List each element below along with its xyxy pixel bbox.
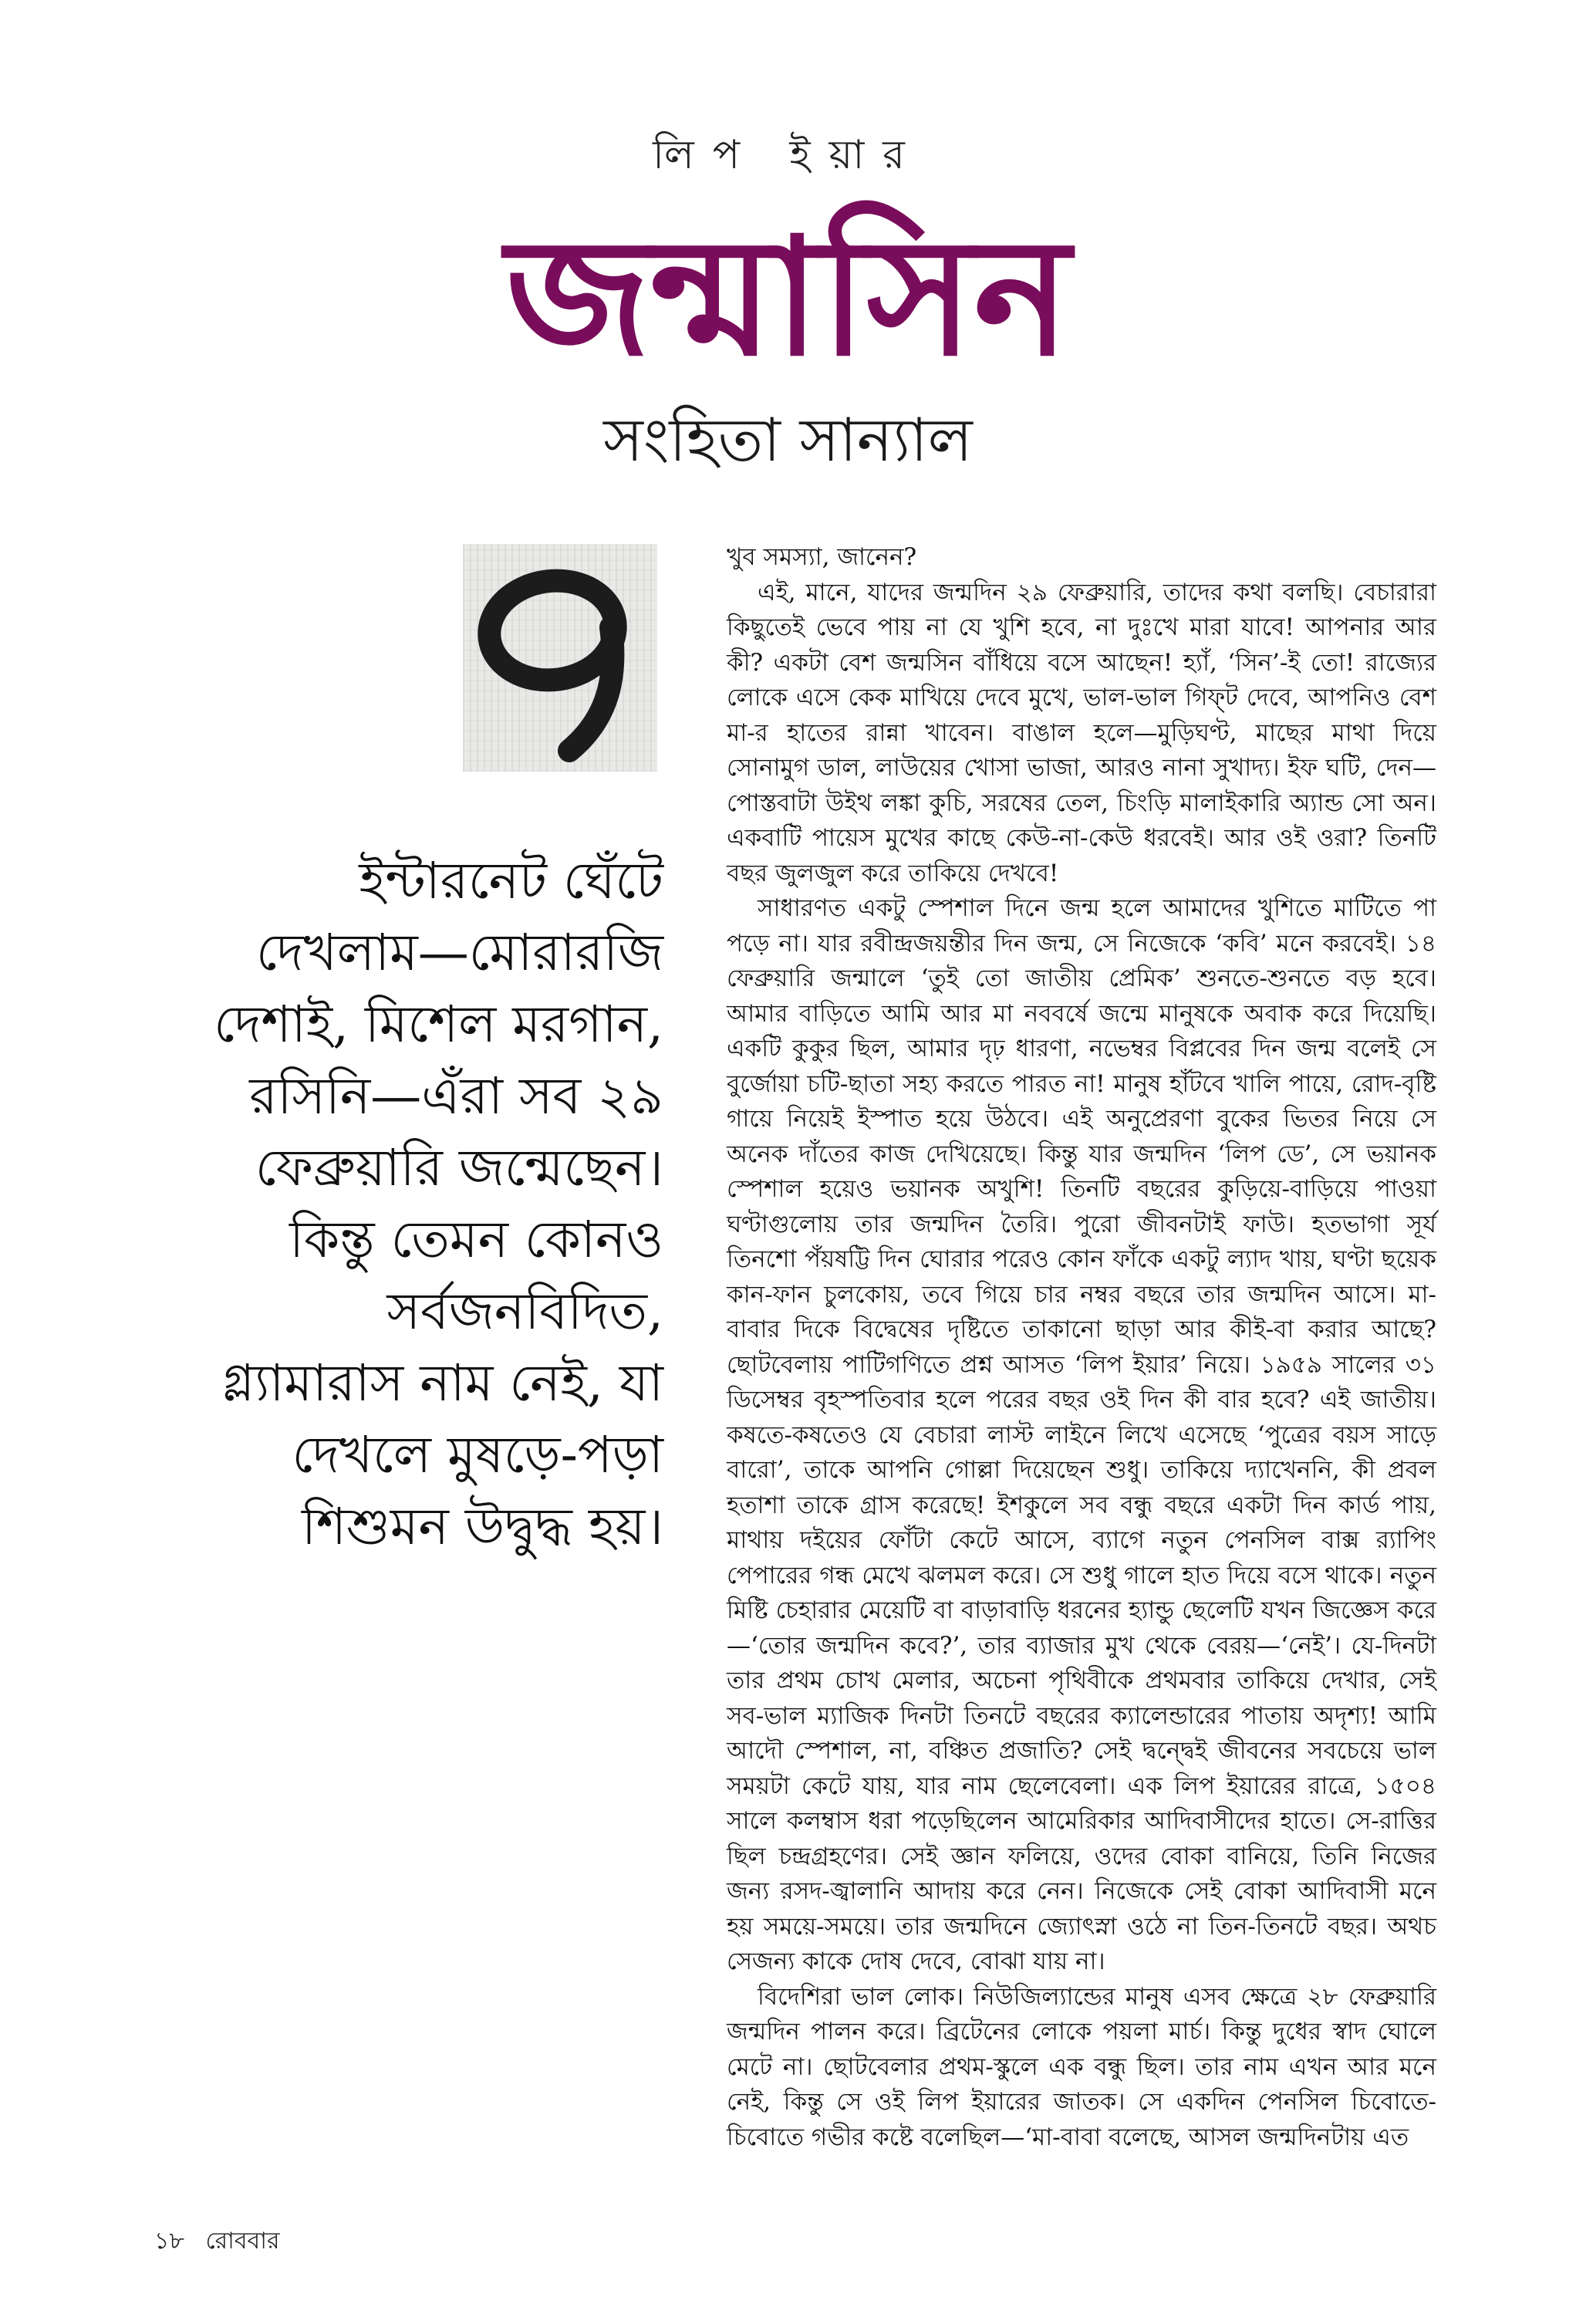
article-paragraph: খুব সমস্যা, জানেন? xyxy=(727,543,917,571)
section-kicker: লিপ ইয়ার xyxy=(653,132,923,178)
article-paragraph: এই, মানে, যাদের জন্মদিন ২৯ ফেব্রুয়ারি, তাদের কথা বলছি। বেচারারা কিছুতেই ভেবে পায় না যে খুশি হবে, না দুঃখে মারা যাবে! আপনার আর কী? একটা বেশ জন্মসিন বাঁধিয়ে বসে আছেন! হ্যাঁ, ‘সিন’-ই তো! রাজ্যের লোকে এসে কেক মাখিয়ে দেবে মুখে, ভাল-ভাল গিফ্‌ট দেবে, আপনিও বেশ মা-র হাতের রান্না খাবেন। বাঙাল হলে—মুড়িঘণ্ট, মাছের মাথা দিয়ে সোনামুগ ডাল, লাউয়ের খোসা ভাজা, আরও নানা সুখাদ্য। ইফ ঘটি, দেন—পোস্তবাটা উইথ লঙ্কা কুচি, সরষের তেল, চিংড়ি মালাইকারি অ্যান্ড সো অন। একবাটি পায়েস মুখের কাছে কেউ-না-কেউ ধরবেই। আর ওই ওরা? তিনটি বছর জুলজুল করে তাকিয়ে দেখবে! xyxy=(727,578,1436,887)
nine-glyph-icon xyxy=(463,544,657,772)
pull-quote-line: গ্ল্যামারাস নাম নেই, যা xyxy=(221,1353,663,1413)
pull-quote-line: কিন্তু তেমন কোনও xyxy=(289,1210,663,1269)
author-byline: সংহিতা সান্যাল xyxy=(603,406,973,475)
pull-quote-line: ফেব্রুয়ারি জন্মেছেন। xyxy=(255,1138,663,1197)
publication-name: রোববার xyxy=(205,2228,280,2255)
article-paragraph: বিদেশিরা ভাল লোক। নিউজিল্যান্ডের মানুষ এসব ক্ষেত্রে ২৮ ফেব্রুয়ারি জন্মদিন পালন করে। ব্রিটেনের লোকে পয়লা মার্চ। কিন্তু দুধের স্বাদ ঘোলে মেটে না। ছোটবেলার প্রথম-স্কুলে এক বন্ধু ছিল। তার নাম এখন আর মনে নেই, কিন্তু সে ওই লিপ ইয়ারের জাতক। সে একদিন পেনসিল চিবোতে-চিবোতে গভীর কষ্টে বলেছিল—‘মা-বাবা বলেছে, আসল জন্মদিনটায় এত xyxy=(727,1982,1436,2151)
drop-cap-nine-image xyxy=(463,544,657,772)
pull-quote-line: দেখলাম—মোরারজি xyxy=(256,923,663,982)
pull-quote-line: রসিনি—এঁরা সব ২৯ xyxy=(249,1066,663,1126)
pull-quote-line: সর্বজনবিদিত, xyxy=(386,1282,663,1341)
article-title: জন্মাসিন xyxy=(505,201,1071,392)
pull-quote-line: ইন্টারনেট ঘেঁটে xyxy=(359,851,663,910)
pull-quote-line: দেখলে মুষড়ে-পড়া xyxy=(292,1425,663,1485)
page-footer xyxy=(154,2222,279,2262)
pull-quote-line: শিশুমন উদ্বুদ্ধ হয়। xyxy=(302,1497,663,1556)
pull-quote xyxy=(139,845,663,1562)
article-paragraph: সাধারণত একটু স্পেশাল দিনে জন্ম হলে আমাদের খুশিতে মাটিতে পা পড়ে না। যার রবীন্দ্রজয়ন্তীর দিন জন্ম, সে নিজেকে ‘কবি’ মনে করবেই। ১৪ ফেব্রুয়ারি জন্মালে ‘তুই তো জাতীয় প্রেমিক’ শুনতে-শুনতে বড় হবে। আমার বাড়িতে আমি আর মা নববর্ষে জন্মে মানুষকে অবাক করে দিয়েছি। একটি কুকুর ছিল, আমার দৃঢ় ধারণা, নভেম্বর বিপ্লবের দিন জন্ম বলেই সে বুর্জোয়া চটি-ছাতা সহ্য করতে পারত না! মানুষ হাঁটবে খালি পায়ে, রোদ-বৃষ্টি গায়ে নিয়েই ইস্পাত হয়ে উঠবে। এই অনুপ্রেরণা বুকের ভিতর নিয়ে সে অনেক দাঁতের কাজ দেখিয়েছে। কিন্তু যার জন্মদিন ‘লিপ ডে’, সে ভয়ানক স্পেশাল হয়েও ভয়ানক অখুশি! তিনটি বছরের কুড়িয়ে-বাড়িয়ে পাওয়া ঘণ্টাগুলোয় তার জন্মদিন তৈরি। পুরো জীবনটাই ফাউ। হতভাগা সূর্য তিনশো পঁয়ষট্টি দিন ঘোরার পরেও কোন ফাঁকে একটু ল্যাদ খায়, ঘণ্টা ছয়েক কান-ফান চুলকোয়, তবে গিয়ে চার নম্বর বছরে তার জন্মদিন আসে। মা-বাবার দিকে বিদ্বেষের দৃষ্টিতে তাকানো ছাড়া আর কীই-বা করার আছে? ছোটবেলায় পাটিগণিতে প্রশ্ন আসত ‘লিপ ইয়ার’ নিয়ে। ১৯৫৯ সালের ৩১ ডিসেম্বর বৃহস্পতিবার হলে পরের বছর ওই দিন কী বার হবে? এই জাতীয়। কষতে-কষতেও যে বেচারা লাস্ট লাইনে লিখে এসেছে ‘পুত্রের বয়স সাড়ে বারো’, তাকে আপনি গোল্লা দিয়েছেন শুধু। তাকিয়ে দ্যাখেননি, কী প্রবল হতাশা তাকে গ্রাস করেছে! ইশকুলে সব বন্ধু বছরে একটা দিন কার্ড পায়, মাথায় দইয়ের ফোঁটা কেটে আসে, ব্যাগে নতুন পেনসিল বাক্স র‌্যাপিং পেপারের গন্ধ মেখে ঝলমল করে। সে শুধু গালে হাত দিয়ে বসে থাকে। নতুন মিষ্টি চেহারার মেয়েটি বা বাড়াবাড়ি ধরনের হ্যান্ডু ছেলেটি যখন জিজ্ঞেস করে—‘তোর জন্মদিন কবে?’, তার ব্যাজার মুখ থেকে বেরয়—‘নেই’। যে-দিনটা তার প্রথম চোখ মেলার, অচেনা পৃথিবীকে প্রথমবার তাকিয়ে দেখার, সেই সব-ভাল ম্যাজিক দিনটা তিনটে বছরের ক্যালেন্ডারের পাতায় অদৃশ্য! আমি আদৌ স্পেশাল, না, বঞ্চিত প্রজাতি? সেই দ্বন্দ্বেই জীবনের সবচেয়ে ভাল সময়টা কেটে যায়, যার নাম ছেলেবেলা। এক লিপ ইয়ারের রাত্রে, ১৫০৪ সালে কলম্বাস ধরা পড়েছিলেন আমেরিকার আদিবাসীদের হাতে। সে-রাত্তির ছিল চন্দ্রগ্রহণের। সেই জ্ঞান ফলিয়ে, ওদের বোকা বানিয়ে, তিনি নিজের জন্য রসদ-জ্বালানি আদায় করে নেন। নিজেকে সেই বোকা আদিবাসী মনে হয় সময়ে-সময়ে। তার জন্মদিনে জ্যোৎস্না ওঠে না তিন-তিনটে বছর। অথচ সেজন্য কাকে দোষ দেবে, বোঝা যায় না। xyxy=(727,894,1436,1975)
pull-quote-line: দেশাই, মিশেল মরগান, xyxy=(214,995,663,1054)
article-body xyxy=(727,540,1436,2155)
page-number: ১৮ xyxy=(154,2228,184,2255)
